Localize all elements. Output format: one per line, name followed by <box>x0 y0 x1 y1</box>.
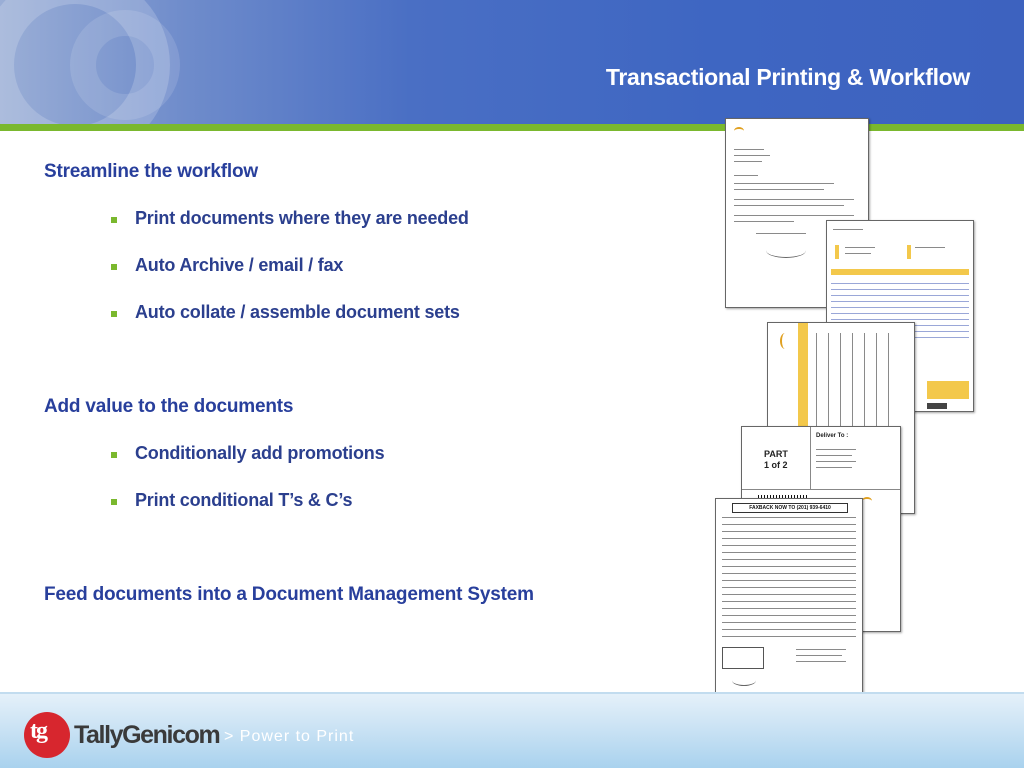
content-area <box>0 131 700 691</box>
logo-mark-text: tg <box>30 718 46 744</box>
section-heading-dms: Feed documents into a Document Management System <box>44 584 534 605</box>
fax-signature-icon <box>732 675 756 686</box>
watermark-logo-inner-icon <box>70 10 180 120</box>
bullet-square-icon <box>111 217 117 223</box>
letter-logo-icon <box>734 127 744 135</box>
section-heading-streamline: Streamline the workflow <box>44 161 258 182</box>
report-logo-icon <box>780 333 790 349</box>
bullet-square-icon <box>111 264 117 270</box>
bullet-item: Print conditional T’s & C’s <box>135 490 353 510</box>
signature-icon <box>766 243 806 258</box>
bullet-square-icon <box>111 452 117 458</box>
bullet-item: Print documents where they are needed <box>135 208 469 228</box>
bullet-item: Conditionally add promotions <box>135 443 385 463</box>
footer-divider <box>0 692 1024 694</box>
sample-fax-form <box>715 498 863 694</box>
brand-name: TallyGenicom <box>74 721 220 749</box>
section-heading-add-value: Add value to the documents <box>44 396 294 417</box>
brand-tagline: > Power to Print <box>224 728 355 745</box>
part-label: PART <box>764 449 788 459</box>
document-samples-collage <box>700 110 1000 700</box>
part-count-label: 1 of 2 <box>764 460 788 470</box>
label-logo-icon <box>862 497 872 505</box>
bullet-item: Auto collate / assemble document sets <box>135 302 460 322</box>
bullet-item: Auto Archive / email / fax <box>135 255 344 275</box>
faxback-header: FAXBACK NOW TO (201) 939-6410 <box>732 503 848 513</box>
deliver-to-label: Deliver To : <box>816 433 849 439</box>
header-banner <box>0 0 1024 124</box>
bullet-square-icon <box>111 499 117 505</box>
slide-title: Transactional Printing & Workflow <box>605 64 970 90</box>
bullet-square-icon <box>111 311 117 317</box>
